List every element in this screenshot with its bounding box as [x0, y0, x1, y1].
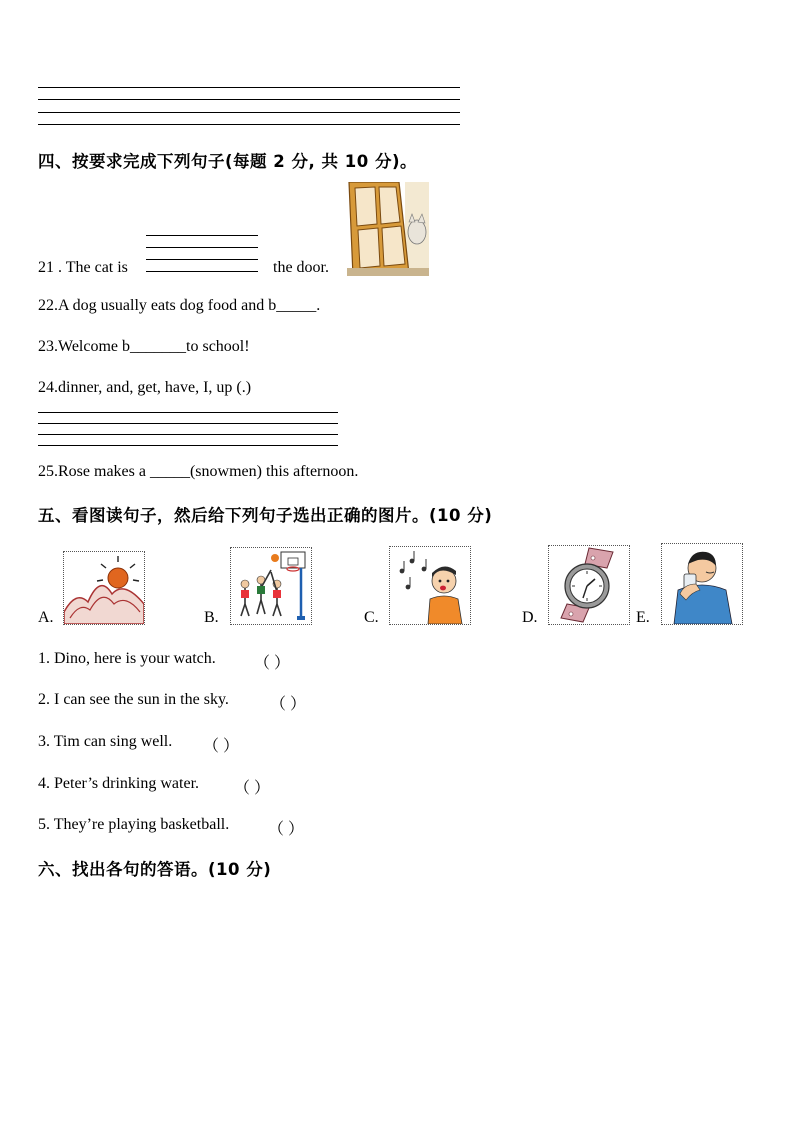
option-b-letter: B. — [204, 609, 219, 626]
boy-singing-icon — [389, 546, 471, 625]
kids-playing-basketball-icon — [230, 547, 312, 625]
option-c-letter: C. — [364, 609, 379, 626]
watch-icon — [548, 545, 630, 625]
section4-heading: 四、按要求完成下列句子(每题 2 分, 共 10 分)。 — [38, 152, 418, 171]
s5-q5-text: 5. They’re playing basketball. — [38, 816, 230, 833]
s5-q2-text: 2. I can see the sun in the sky. — [38, 691, 229, 708]
s5-q4-answer-paren[interactable]: （ ） — [234, 780, 271, 797]
section6-heading: 六、找出各句的答语。(10 分) — [38, 860, 272, 879]
s5-q5-answer-paren[interactable]: （ ） — [268, 821, 305, 838]
s5-q1-text: 1. Dino, here is your watch. — [38, 650, 216, 667]
option-a-letter: A. — [38, 609, 54, 626]
section5-heading: 五、看图读句子，然后给下列句子选出正确的图片。(10 分) — [38, 506, 493, 525]
cat-behind-door-picture — [347, 182, 429, 276]
q21-after: the door. — [273, 259, 329, 276]
q22-text: 22.A dog usually eats dog food and b_____. — [38, 297, 321, 314]
s5-q4-text: 4. Peter’s drinking water. — [38, 775, 200, 792]
sun-over-mountains-icon — [63, 551, 145, 625]
q21-before: . The cat is — [58, 259, 128, 276]
s5-q1-answer-paren[interactable]: （ ） — [254, 655, 291, 672]
man-drinking-water-icon — [661, 543, 743, 625]
s5-q3-answer-paren[interactable]: （ ） — [203, 738, 240, 755]
s5-q3-text: 3. Tim can sing well. — [38, 733, 173, 750]
option-e-letter: E. — [636, 609, 650, 626]
q21-number: 21 — [38, 259, 54, 276]
q25-text: 25.Rose makes a _____(snowmen) this afternoon. — [38, 463, 359, 480]
q24-text: 24.dinner, and, get, have, I, up (.) — [38, 379, 252, 396]
s5-q2-answer-paren[interactable]: （ ） — [270, 696, 307, 713]
q23-text: 23.Welcome b_______to school! — [38, 338, 250, 355]
option-d-letter: D. — [522, 609, 538, 626]
